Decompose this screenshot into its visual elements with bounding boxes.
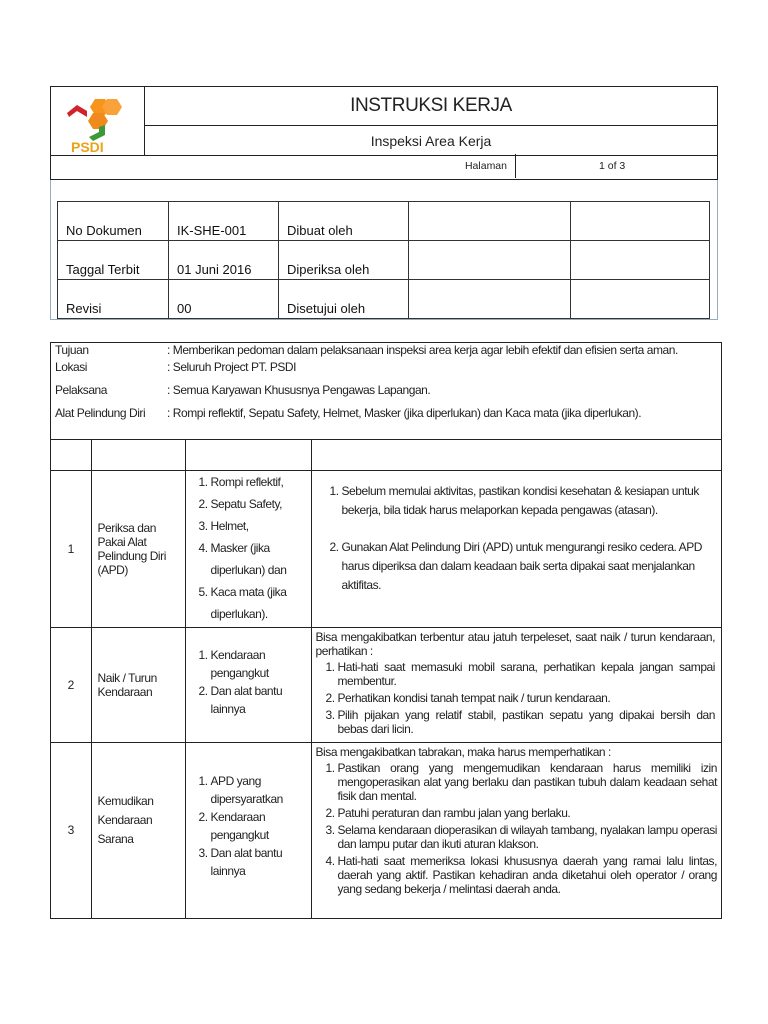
step-tools — [185, 627, 311, 742]
step-instructions — [311, 470, 721, 627]
date-cell[interactable] — [571, 241, 710, 280]
tool-item: 4. Masker (jika diperlukan) dan — [211, 537, 310, 581]
step-number: 1 — [51, 470, 91, 627]
page-divider — [515, 154, 516, 178]
table-row — [51, 627, 721, 742]
info-label: Tujuan — [55, 343, 89, 357]
tool-item: 1. Kendaraan pengangkut — [211, 646, 310, 682]
doc-info-role: Dibuat oleh — [279, 202, 409, 241]
info-row — [55, 383, 717, 397]
info-row — [55, 406, 717, 420]
instruction-item: 1. Hati-hati saat memasuki mobil sarana, perhatikan kepala jangan sampai membentur. — [338, 660, 716, 688]
table-row — [51, 470, 721, 627]
doc-info-value: 01 Juni 2016 — [169, 241, 279, 280]
doc-info-table — [57, 201, 710, 319]
page-label: Halaman — [464, 160, 507, 172]
table-header-row — [51, 440, 721, 470]
tool-item: 3. Dan alat bantu lainnya — [211, 844, 310, 880]
instruction-item: 2. Patuhi peraturan dan rambu jalan yang berlaku. — [338, 806, 718, 820]
doc-info-label: Taggal Terbit — [58, 241, 169, 280]
document-title: INSTRUKSI KERJA — [145, 87, 718, 126]
document-subtitle: Inspeksi Area Kerja — [145, 126, 718, 156]
instruction-item: 2. Gunakan Alat Pelindung Diri (APD) untuk mengurangi resiko cedera. APD harus diperiksa dan dalam keadaan baik serta dipakai saat menjalankan aktifitas. — [342, 538, 714, 595]
doc-info-label: No Dokumen — [58, 202, 169, 241]
instruction-item: 1. Sebelum memulai aktivitas, pastikan kondisi kesehatan & kesiapan untuk bekerja, bila tidak harus melaporkan kepada pengawas (atasan). — [342, 482, 714, 520]
steps-table — [51, 440, 721, 918]
general-info — [51, 343, 721, 440]
tool-item: 5. Kaca mata (jika diperlukan). — [211, 581, 310, 625]
tool-item: 1. APD yang dipersyaratkan — [211, 772, 310, 808]
instruction-item: 3. Pilih pijakan yang relatif stabil, pastikan sepatu yang dipakai bersih dan bebas dari licin. — [338, 708, 716, 736]
signature-cell[interactable] — [409, 241, 571, 280]
doc-info-value: IK-SHE-001 — [169, 202, 279, 241]
signature-cell[interactable] — [409, 280, 571, 319]
info-label: Alat Pelindung Diri — [55, 406, 146, 420]
tool-item: 3. Helmet, — [211, 515, 310, 537]
doc-info-role: Diperiksa oleh — [279, 241, 409, 280]
date-cell[interactable] — [571, 202, 710, 241]
step-activity: Kemudikan Kendaraan Sarana — [91, 742, 185, 918]
tool-item: 2. Kendaraan pengangkut — [211, 808, 310, 844]
info-row — [55, 343, 717, 357]
step-tools — [185, 470, 311, 627]
page-number: 1 of 3 — [599, 160, 626, 172]
instruction-table — [50, 342, 722, 919]
doc-info-row — [58, 202, 710, 241]
info-value: : Seluruh Project PT. PSDI — [167, 360, 297, 374]
doc-info-row — [58, 241, 710, 280]
date-cell[interactable] — [571, 280, 710, 319]
signature-cell[interactable] — [409, 202, 571, 241]
tool-item: 1. Rompi reflektif, — [211, 471, 310, 493]
info-value: : Memberikan pedoman dalam pelaksanaan inspeksi area kerja agar lebih efektif dan efisien serta aman. — [167, 343, 678, 357]
instruction-intro: Bisa mengakibatkan terbentur atau jatuh terpeleset, saat naik / turun kendaraan, perhatikan : — [315, 629, 715, 658]
doc-info-role: Disetujui oleh — [279, 280, 409, 319]
info-label: Lokasi — [55, 360, 87, 374]
info-value: : Rompi reflektif, Sepatu Safety, Helmet, Masker (jika diperlukan) dan Kaca mata (jika diperlukan). — [167, 406, 642, 420]
step-instructions — [311, 627, 721, 742]
tool-item: 2. Sepatu Safety, — [211, 493, 310, 515]
step-activity: Periksa dan Pakai Alat Pelindung Diri (APD) — [91, 470, 185, 627]
tool-item: 2. Dan alat bantu lainnya — [211, 682, 310, 718]
document-header — [50, 86, 718, 156]
instruction-intro: Bisa mengakibatkan tabrakan, maka harus memperhatikan : — [315, 744, 611, 759]
step-tools — [185, 742, 311, 918]
info-row — [55, 360, 717, 374]
step-instructions — [311, 742, 721, 918]
page-row — [50, 154, 718, 180]
instruction-item: 2. Perhatikan kondisi tanah tempat naik / turun kendaraan. — [338, 691, 716, 705]
table-row — [51, 742, 721, 918]
logo-text: PSDI — [71, 139, 104, 155]
instruction-item: 4. Hati-hati saat memeriksa lokasi khususnya daerah yang ramai lalu lintas, daerah yang aktif. Pastikan kehadiran anda diketahui oleh operator / orang yang sedang bekerja / melintasi daerah anda. — [338, 854, 718, 896]
step-activity: Naik / Turun Kendaraan — [91, 627, 185, 742]
doc-info-value: 00 — [169, 280, 279, 319]
instruction-item: 1. Pastikan orang yang mengemudikan kendaraan harus memiliki izin mengoperasikan alat yang berlaku dan pastikan tubuh dalam keadaan sehat fisik dan mental. — [338, 761, 718, 803]
info-label: Pelaksana — [55, 383, 107, 397]
doc-info-label: Revisi — [58, 280, 169, 319]
doc-info-row — [58, 280, 710, 319]
step-number: 3 — [51, 742, 91, 918]
instruction-item: 3. Selama kendaraan dioperasikan di wilayah tambang, nyalakan lampu operasi dan lampu putar dan ikuti aturan klakson. — [338, 823, 718, 851]
step-number: 2 — [51, 627, 91, 742]
info-value: : Semua Karyawan Khususnya Pengawas Lapangan. — [167, 383, 431, 397]
logo-cell — [51, 87, 145, 156]
